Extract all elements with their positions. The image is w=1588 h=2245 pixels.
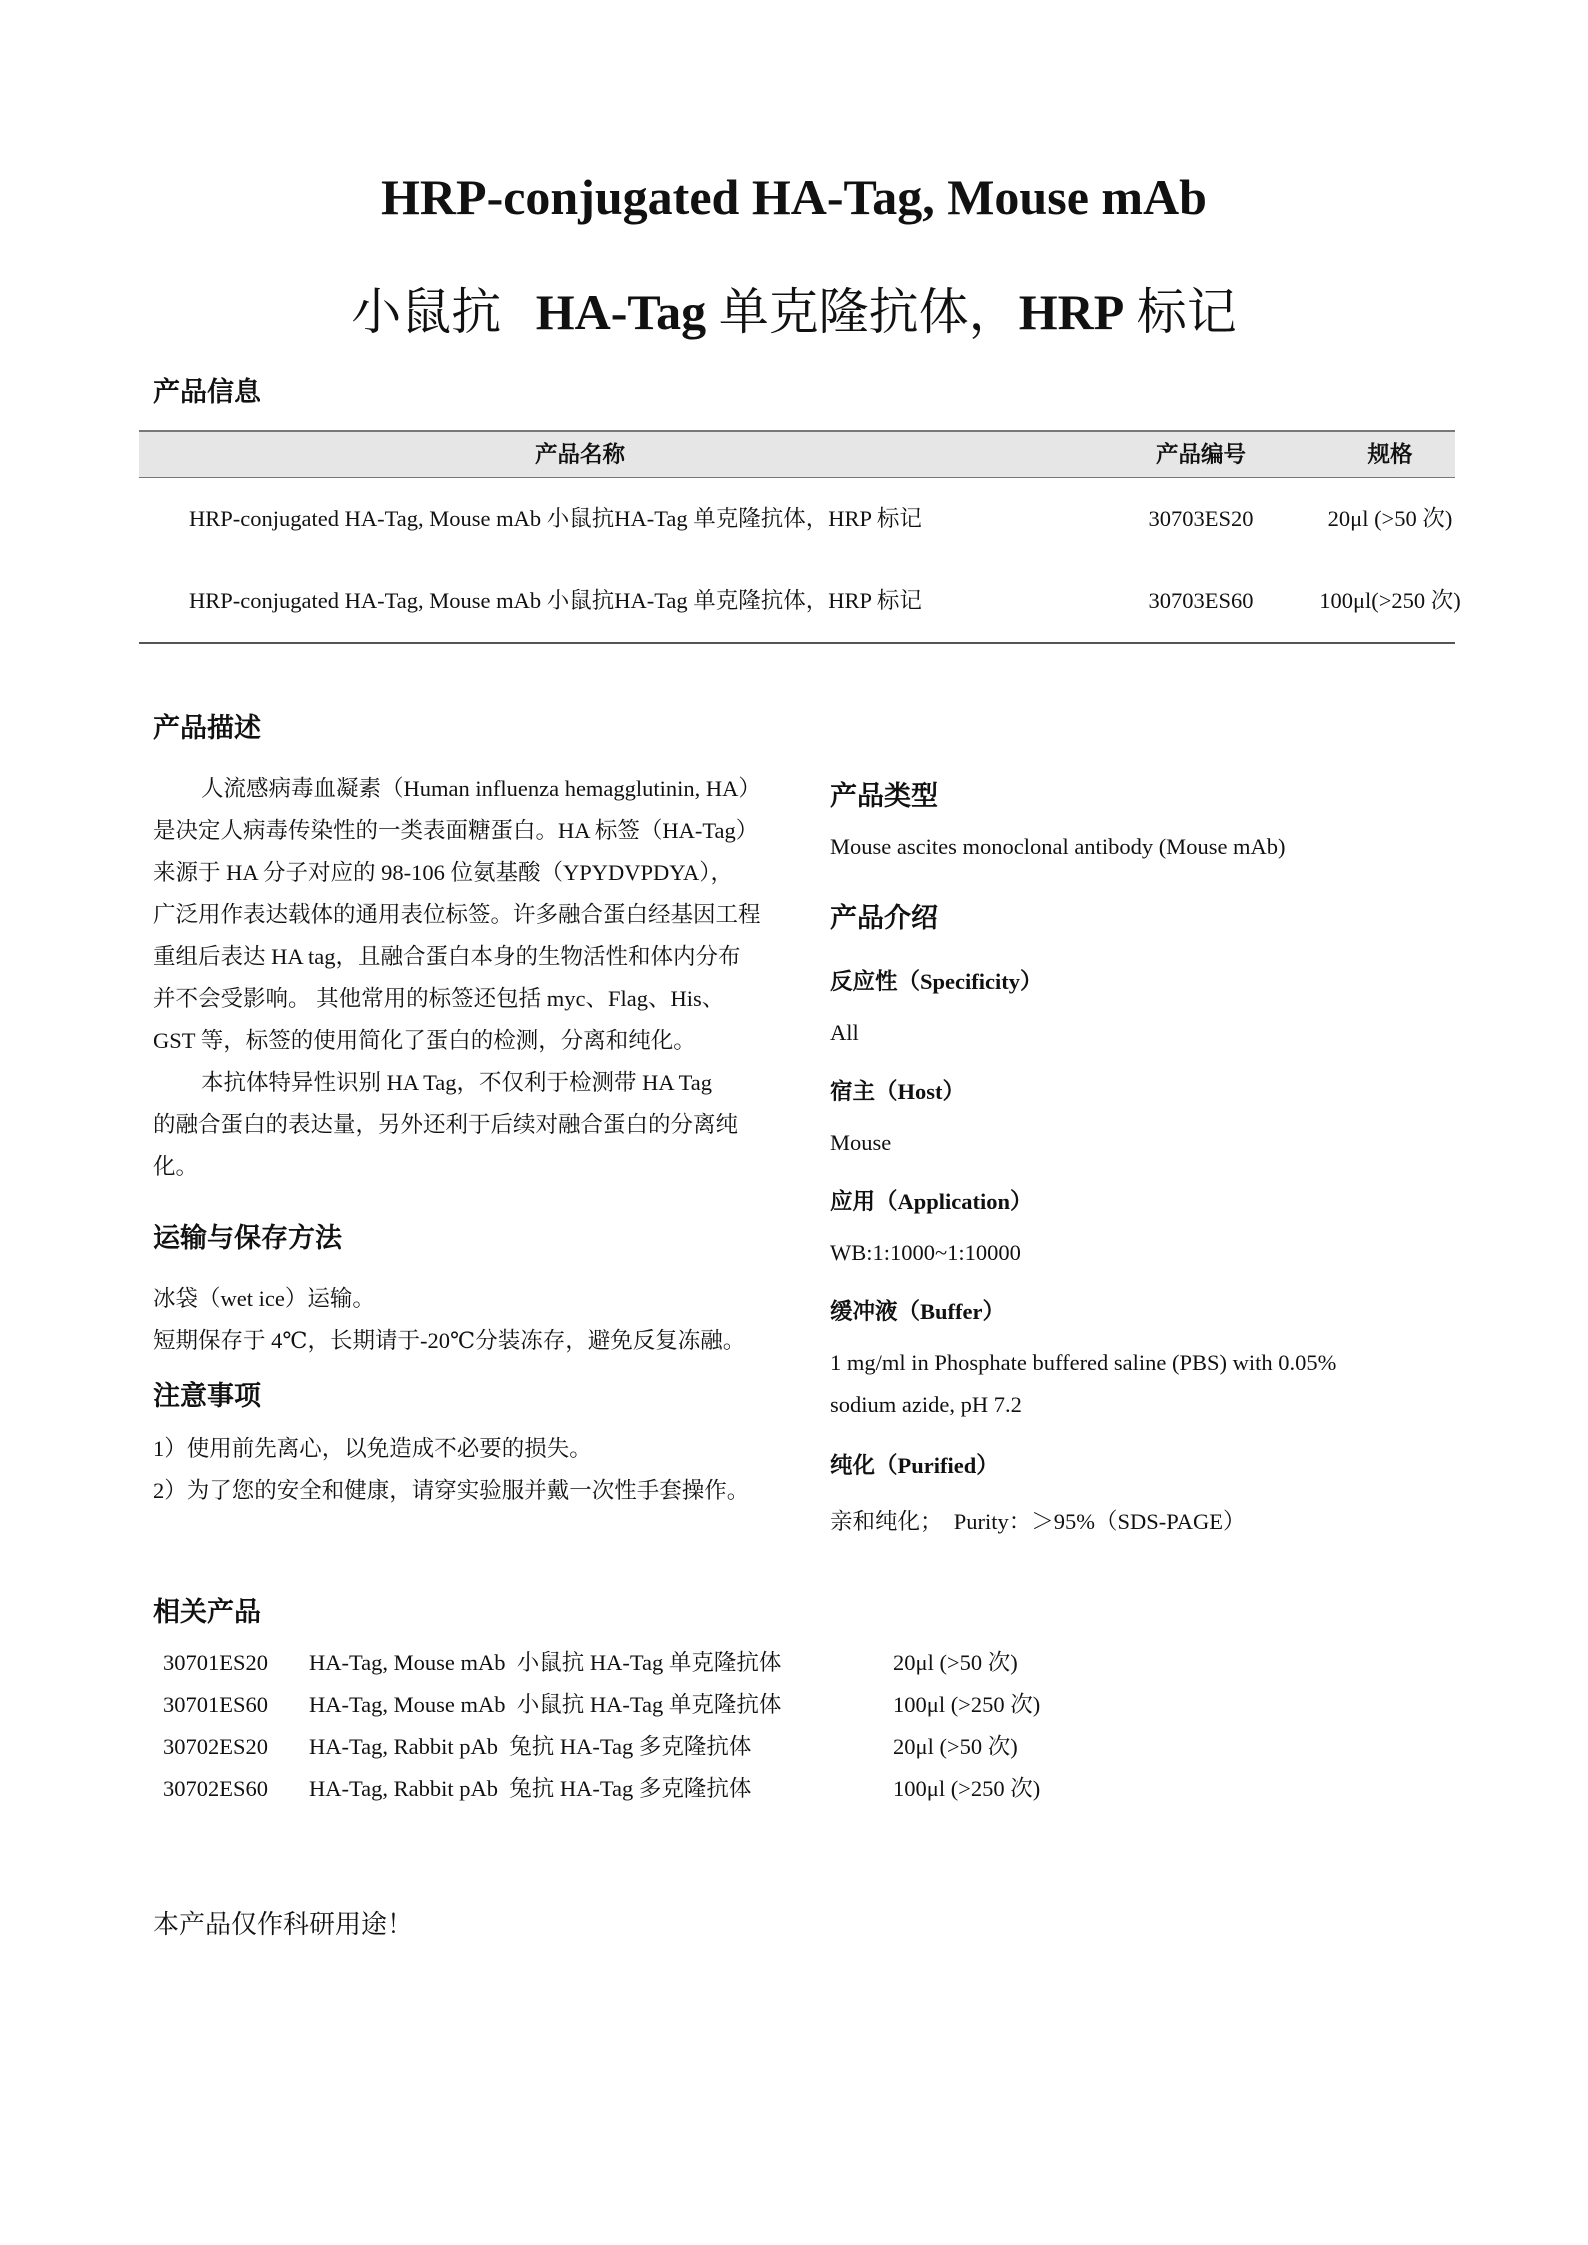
desc-line: 重组后表达 HA tag，且融合蛋白本身的生物活性和体内分布: [153, 944, 741, 969]
desc-line: 是决定人病毒传染性的一类表面糖蛋白。HA 标签（HA-Tag）: [153, 818, 759, 843]
product-intro-heading: 产品介绍: [830, 903, 938, 933]
header-spec: 规格: [1367, 442, 1413, 467]
related-code: 30701ES60: [163, 1692, 269, 1717]
description-body: [153, 768, 793, 1188]
related-code: 30702ES60: [163, 1776, 269, 1801]
table-row: [139, 560, 1461, 644]
buffer-value-line2: sodium azide, pH 7.2: [830, 1392, 1022, 1417]
list-item: [163, 1726, 1163, 1768]
specificity-value: All: [830, 1020, 859, 1045]
list-item: [163, 1684, 1163, 1726]
related-code: 30701ES20: [163, 1650, 269, 1675]
related-name: HA-Tag, Mouse mAb 小鼠抗 HA-Tag 单克隆抗体: [309, 1692, 782, 1717]
desc-line: 的融合蛋白的表达量，另外还利于后续对融合蛋白的分离纯: [153, 1112, 739, 1137]
notes-heading: 注意事项: [153, 1381, 261, 1411]
desc-line: 人流感病毒血凝素（Human influenza hemagglutinin, HA）: [201, 776, 761, 801]
related-name: HA-Tag, Rabbit pAb 兔抗 HA-Tag 多克隆抗体: [309, 1734, 752, 1759]
buffer-value-line1: 1 mg/ml in Phosphate buffered saline (PBS) with 0.05%: [830, 1350, 1337, 1375]
title-en: HRP-conjugated HA-Tag, Mouse mAb: [381, 169, 1207, 225]
related-heading: 相关产品: [153, 1597, 261, 1627]
related-name: HA-Tag, Mouse mAb 小鼠抗 HA-Tag 单克隆抗体: [309, 1650, 782, 1675]
note-line: 1）使用前先离心，以免造成不必要的损失。: [153, 1436, 592, 1461]
host-value: Mouse: [830, 1130, 892, 1155]
purified-label: 纯化（Purified）: [830, 1453, 999, 1478]
desc-line: 本抗体特异性识别 HA Tag，不仅利于检测带 HA Tag: [201, 1070, 713, 1095]
header-code: 产品编号: [1155, 442, 1246, 467]
note-line: 2）为了您的安全和健康，请穿实验服并戴一次性手套操作。: [153, 1478, 750, 1503]
desc-line: 化。: [153, 1154, 199, 1179]
list-item: [163, 1642, 1163, 1684]
related-spec: 100μl (>250 次): [893, 1776, 1041, 1801]
desc-line: GST 等，标签的使用简化了蛋白的检测，分离和纯化。: [153, 1028, 696, 1053]
title-cn-suffix: 标记: [1136, 284, 1237, 340]
product-table-header: [139, 430, 1455, 478]
related-code: 30702ES20: [163, 1734, 269, 1759]
product-type-value: Mouse ascites monoclonal antibody (Mouse mAb): [830, 834, 1286, 859]
notes-body: [153, 1428, 749, 1512]
host-label: 宿主（Host）: [830, 1079, 966, 1104]
title-cn-bold1: HA-Tag: [535, 284, 707, 340]
desc-line: 并不会受影响。 其他常用的标签还包括 myc、Flag、His、: [153, 986, 725, 1011]
table-row: [139, 478, 1455, 560]
row-name: HRP-conjugated HA-Tag, Mouse mAb 小鼠抗HA-Tag 单克隆抗体，HRP 标记: [189, 506, 922, 531]
product-type-heading: 产品类型: [830, 781, 938, 811]
list-item: [163, 1768, 1163, 1810]
title-cn-prefix: 小鼠抗: [351, 284, 502, 340]
research-use-note: 本产品仅作科研用途！: [153, 1910, 414, 1939]
title-cn-bold2: HRP: [1018, 284, 1125, 340]
product-info-heading: 产品信息: [153, 377, 261, 407]
desc-line: 广泛用作表达载体的通用表位标签。许多融合蛋白经基因工程: [153, 902, 761, 927]
specificity-label: 反应性（Specificity）: [830, 969, 1043, 994]
desc-line: 来源于 HA 分子对应的 98-106 位氨基酸（YPYDVPDYA），: [153, 860, 734, 885]
application-value: WB:1:1000~1:10000: [830, 1240, 1021, 1265]
title-cn-middle: 单克隆抗体，: [718, 284, 1019, 340]
storage-line: 短期保存于 4℃，长期请于-20℃分装冻存，避免反复冻融。: [153, 1328, 746, 1353]
title-cn: [0, 272, 1588, 344]
storage-heading: 运输与保存方法: [153, 1223, 342, 1253]
storage-body: [153, 1278, 745, 1362]
description-heading: 产品描述: [153, 713, 261, 743]
purified-value: 亲和纯化； Purity：＞95%（SDS-PAGE）: [830, 1509, 1246, 1534]
related-spec: 100μl (>250 次): [893, 1692, 1041, 1717]
row-spec: 100μl(>250 次): [1319, 588, 1461, 613]
buffer-label: 缓冲液（Buffer）: [830, 1299, 1005, 1324]
related-spec: 20μl (>50 次): [893, 1734, 1018, 1759]
header-name: 产品名称: [535, 442, 626, 467]
storage-line: 冰袋（wet ice）运输。: [153, 1286, 375, 1311]
row-spec: 20μl (>50 次): [1327, 506, 1453, 531]
row-code: 30703ES60: [1148, 588, 1254, 613]
row-name: HRP-conjugated HA-Tag, Mouse mAb 小鼠抗HA-Tag 单克隆抗体，HRP 标记: [189, 588, 922, 613]
product-table: [139, 430, 1461, 644]
related-name: HA-Tag, Rabbit pAb 兔抗 HA-Tag 多克隆抗体: [309, 1776, 752, 1801]
related-spec: 20μl (>50 次): [893, 1650, 1018, 1675]
row-code: 30703ES20: [1148, 506, 1254, 531]
application-label: 应用（Application）: [830, 1189, 1033, 1214]
related-list: [163, 1642, 1163, 1810]
